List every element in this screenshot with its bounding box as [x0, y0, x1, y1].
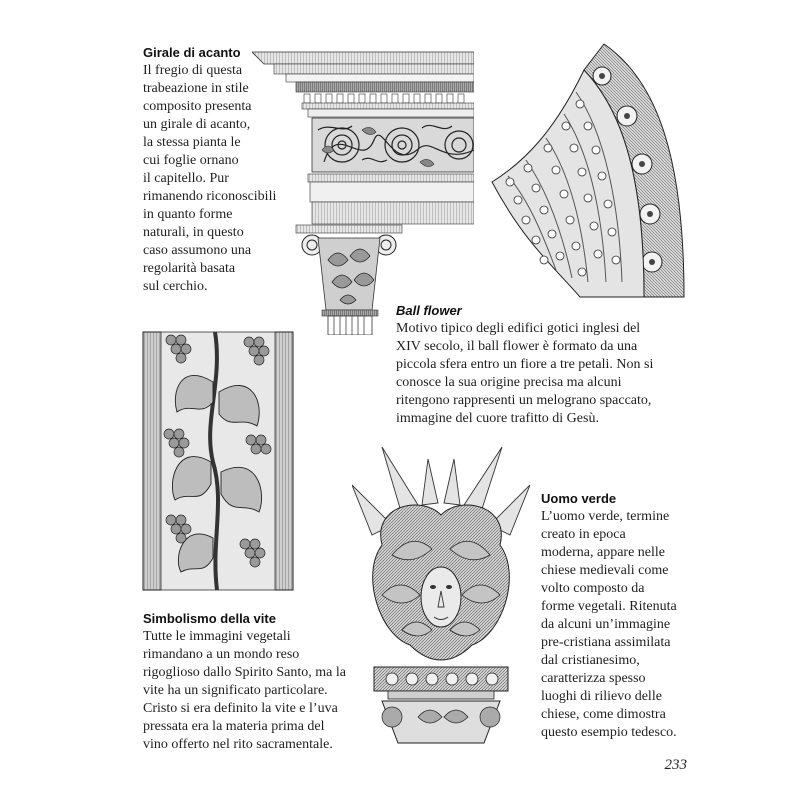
- section-body: [396, 320, 696, 428]
- body-line: la stessa pianta le: [143, 135, 241, 150]
- body-line: creato in epoca: [541, 527, 626, 542]
- body-line: L’uomo verde, termine: [541, 509, 670, 524]
- body-line: sul cerchio.: [143, 279, 208, 294]
- body-line: moderna, appare nelle: [541, 545, 665, 560]
- body-line: dal cristianesimo,: [541, 653, 640, 668]
- body-line: in quanto forme: [143, 207, 233, 222]
- body-line: pressata era la materia prima del: [143, 719, 325, 734]
- body-line: chiese medievali come: [541, 563, 669, 578]
- body-line: Cristo si era definito la vite e l’uva: [143, 701, 338, 716]
- body-line: rigoglioso dallo Spirito Santo, ma la: [143, 665, 346, 680]
- body-line: trabeazione in stile: [143, 81, 249, 96]
- section-vite: [143, 610, 358, 754]
- body-line: Il fregio di questa: [143, 63, 243, 78]
- body-line: il capitello. Pur: [143, 171, 229, 186]
- body-line: composito presenta: [143, 99, 252, 114]
- body-line: vino offerto nel rito sacramentale.: [143, 737, 333, 752]
- body-line: naturali, in questo: [143, 225, 244, 240]
- section-uomo-verde: [541, 490, 691, 742]
- body-line: questo esempio tedesco.: [541, 725, 677, 740]
- section-title: Simbolismo della vite: [143, 611, 276, 626]
- body-line: Tutte le immagini vegetali: [143, 629, 291, 644]
- body-line: forme vegetali. Ritenuta: [541, 599, 677, 614]
- section-title: Uomo verde: [541, 491, 617, 506]
- section-acanto: [143, 44, 277, 296]
- vine-panel-illustration: [141, 322, 296, 592]
- body-line: ritengono rappresenti un melograno spaccato,: [396, 393, 652, 408]
- body-line: Motivo tipico degli edifici gotici inglesi del: [396, 321, 641, 336]
- body-line: luoghi di rilievo delle: [541, 689, 662, 704]
- body-line: da alcuni un’immagine: [541, 617, 671, 632]
- entablature-illustration: [252, 50, 474, 335]
- body-line: caratterizza spesso: [541, 671, 646, 686]
- body-line: piccola sfera entro un fiore a tre petali. Non si: [396, 357, 654, 372]
- body-line: vite ha un significato particolare.: [143, 683, 328, 698]
- body-line: XIV secolo, il ball flower è formato da una: [396, 339, 638, 354]
- section-ball-flower: [396, 302, 696, 428]
- section-title: Ball flower: [396, 303, 462, 318]
- body-line: regolarità basata: [143, 261, 236, 276]
- body-line: volto composto da: [541, 581, 645, 596]
- section-body: [143, 62, 277, 296]
- body-line: rimanendo riconoscibili: [143, 189, 277, 204]
- body-line: conosce la sua origine precisa ma alcuni: [396, 375, 622, 390]
- body-line: un girale di acanto,: [143, 117, 251, 132]
- body-line: chiese, come dimostra: [541, 707, 666, 722]
- body-line: pre-cristiana assimilata: [541, 635, 671, 650]
- ball-flower-illustration: [484, 42, 689, 302]
- page-number: 233: [664, 757, 687, 773]
- body-line: cui foglie ornano: [143, 153, 239, 168]
- section-body: [143, 628, 358, 754]
- body-line: caso assumono una: [143, 243, 252, 258]
- body-line: immagine del cuore trafitto di Gesù.: [396, 411, 599, 426]
- body-line: rimandano a un mondo reso: [143, 647, 300, 662]
- section-body: [541, 508, 691, 742]
- section-title: Girale di acanto: [143, 45, 241, 60]
- green-man-illustration: [352, 445, 530, 745]
